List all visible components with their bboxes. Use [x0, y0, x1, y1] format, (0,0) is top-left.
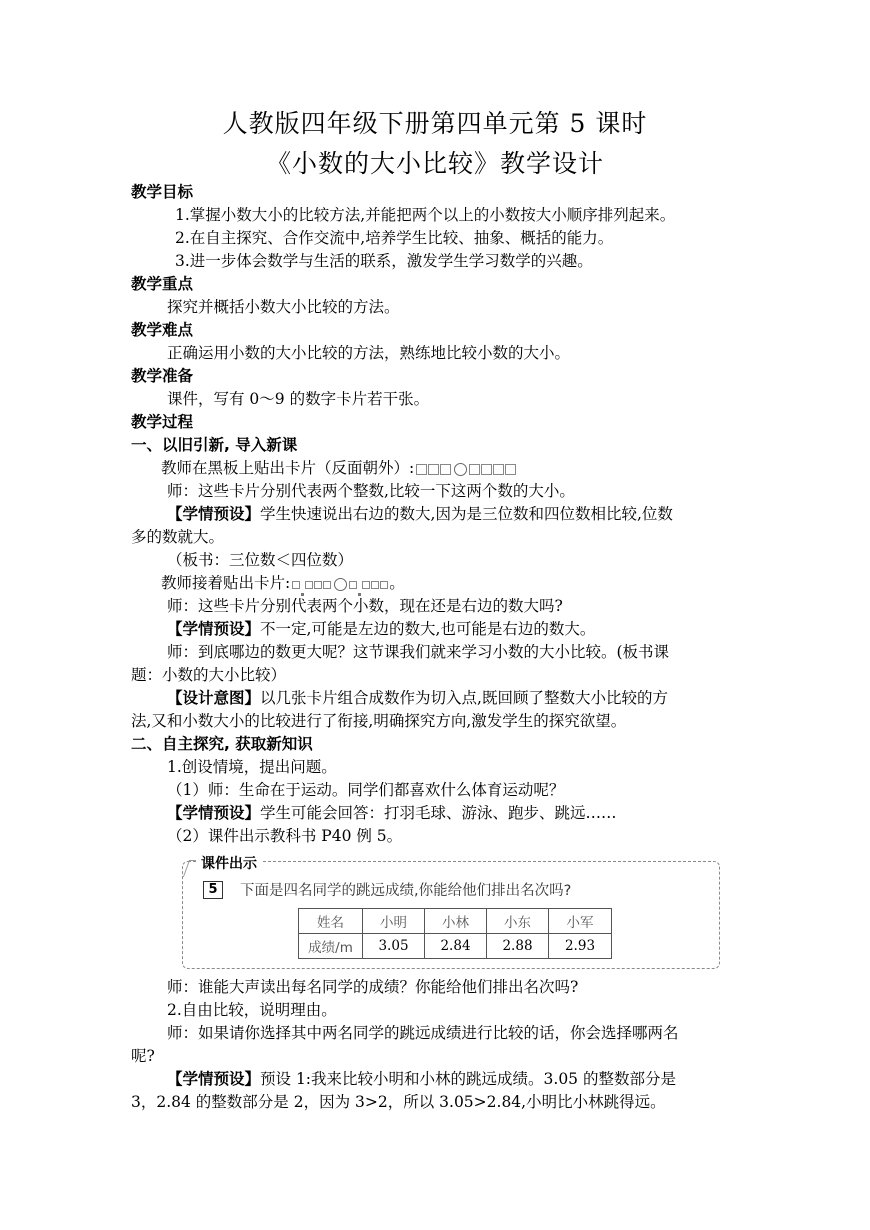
part2-line9-text: 预设 1:我来比较小明和小林的跳远成绩。3.05 的整数部分是	[260, 1070, 676, 1088]
part1-line9: 师：到底哪边的数更大呢？这节课我们就来学习小数的大小比较。(板书课	[167, 643, 670, 661]
goal-2: 2.在自主探究、合作交流中,培养学生比较、抽象、概括的能力。	[175, 229, 614, 247]
difficulty-heading: 教学难点	[131, 321, 194, 339]
part2-line2: （1）师：生命在于运动。同学们都喜欢什么体育运动呢？	[167, 781, 565, 799]
table-cell: 姓名	[299, 909, 363, 934]
part2-line5: 师：谁能大声读出每名同学的成绩？你能给他们排出名次吗?	[167, 978, 579, 996]
table-cell: 3.05	[363, 934, 425, 959]
part1-line3-text: 学生快速说出右边的数大,因为是三位数和四位数相比较,位数	[260, 505, 673, 523]
part1-line8	[131, 618, 779, 641]
part1-line10: 题：小数的大小比较）	[131, 666, 287, 684]
part1-line8-text: 不一定,可能是左边的数大,也可能是右边的数大。	[260, 620, 596, 638]
part1-heading: 一、以旧引新, 导入新课	[131, 436, 298, 454]
doc-title-line2: 《小数的大小比较》教学设计	[265, 149, 604, 178]
student-preset-tag: 【学情预设】	[167, 620, 261, 638]
focus-heading: 教学重点	[131, 275, 194, 293]
table-cell: 小林	[425, 909, 487, 934]
part2-line6: 2.自由比较，说明理由。	[167, 1001, 337, 1019]
part1-line4: 多的数就大。	[131, 528, 225, 546]
part1-line7: 师：这些卡片分别代表两个小数，现在还是右边的数大吗?	[167, 597, 563, 615]
part1-line2: 师：这些卡片分别代表两个整数,比较一下这两个数的大小。	[167, 482, 575, 500]
part1-line1-text: 教师在黑板上贴出卡片（反面朝外）:	[161, 459, 415, 477]
table-cell: 2.93	[549, 934, 612, 959]
difficulty-text: 正确运用小数的大小比较的方法，熟练地比较小数的大小。	[167, 344, 571, 362]
integer-cards-graphic	[416, 458, 517, 481]
goal-1: 1.掌握小数大小的比较方法,并能把两个以上的小数按大小顺序排列起来。	[175, 206, 676, 224]
part1-line1	[131, 457, 773, 481]
table-row	[299, 934, 612, 959]
goal-3: 3.进一步体会数学与生活的联系，激发学生学习数学的兴趣。	[175, 252, 593, 270]
part1-line11	[131, 687, 779, 710]
table-cell: 小东	[487, 909, 549, 934]
part2-line8: 呢?	[131, 1047, 155, 1065]
student-preset-tag: 【学情预设】	[167, 1070, 261, 1088]
part2-line7: 师：如果请你选择其中两名同学的跳远成绩进行比较的话，你会选择哪两名	[167, 1024, 679, 1042]
process-heading: 教学过程	[131, 413, 194, 431]
table-cell: 小明	[363, 909, 425, 934]
design-intent-tag: 【设计意图】	[167, 689, 261, 707]
part2-line3	[131, 802, 779, 825]
part2-line9	[131, 1068, 779, 1091]
part1-line6	[131, 572, 773, 596]
student-preset-tag: 【学情预设】	[167, 804, 261, 822]
prep-heading: 教学准备	[131, 367, 194, 385]
prep-text: 课件，写有 0～9 的数字卡片若干张。	[167, 390, 430, 408]
part1-line3	[131, 503, 779, 526]
part2-heading: 二、自主探究, 获取新知识	[131, 735, 313, 753]
goals-heading: 教学目标	[131, 183, 194, 201]
table-cell: 2.84	[425, 934, 487, 959]
table-cell: 2.88	[487, 934, 549, 959]
example-number-badge: 5	[203, 881, 223, 899]
part2-line1: 1.创设情境，提出问题。	[167, 758, 337, 776]
part1-line6-end: 。	[389, 574, 405, 592]
part2-line10: 3，2.84 的整数部分是 2，因为 3>2，所以 3.05>2.84,小明比小林跳得远。	[131, 1093, 666, 1111]
part1-line11-text: 以几张卡片组合成数作为切入点,既回顾了整数大小比较的方	[260, 689, 668, 707]
part1-line5: （板书：三位数＜四位数）	[167, 551, 354, 569]
table-cell: 小军	[549, 909, 612, 934]
focus-text: 探究并概括小数大小比较的方法。	[167, 298, 400, 316]
decimal-cards-graphic	[292, 573, 389, 596]
part1-line6-text: 教师接着贴出卡片:	[161, 574, 291, 592]
compare-circle-icon	[454, 463, 467, 476]
part2-line3-text: 学生可能会回答：打羽毛球、游泳、跑步、跳远……	[260, 804, 617, 822]
student-preset-tag: 【学情预设】	[167, 505, 261, 523]
part1-line12: 法,又和小数大小的比较进行了衔接,明确探究方向,激发学生的探究欲望。	[131, 712, 627, 730]
compare-circle-icon	[334, 578, 347, 591]
courseware-label: 课件出示	[196, 853, 262, 873]
example-question: 下面是四名同学的跳远成绩,你能给他们排出名次吗?	[240, 883, 572, 899]
long-jump-table	[298, 908, 612, 959]
doc-title-line1: 人教版四年级下册第四单元第 5 课时	[222, 109, 648, 138]
part2-line4: （2）课件出示教科书 P40 例 5。	[167, 827, 403, 845]
table-cell: 成绩/m	[299, 934, 363, 959]
table-header-row	[299, 909, 612, 934]
